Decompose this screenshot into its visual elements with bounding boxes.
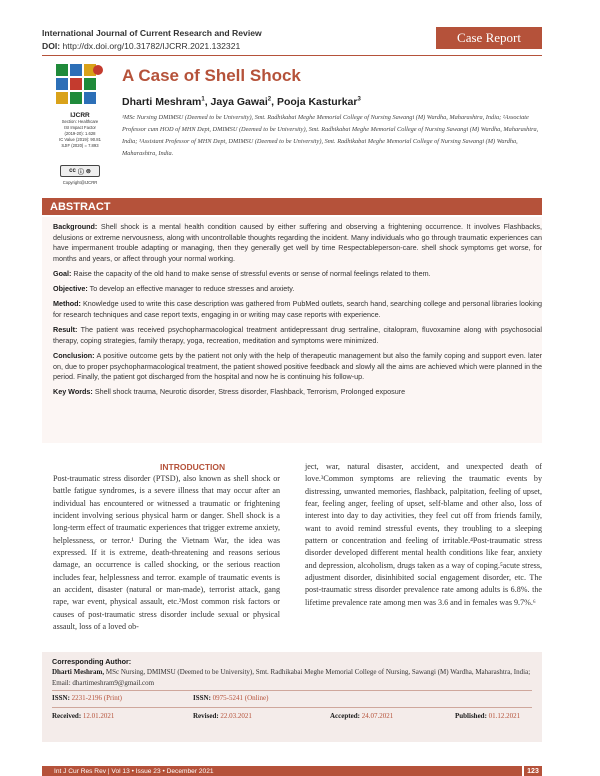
journal-name: International Journal of Current Research and Review <box>42 28 262 38</box>
doi-link[interactable]: http://dx.doi.org/10.31782/IJCRR.2021.132321 <box>62 41 241 51</box>
author-list: Dharti Meshram$^1$, Jaya Gawai$^2$, Pooja Kasturkar$^3$ <box>122 96 361 108</box>
date-published: Published: 01.12.2021 <box>455 712 521 720</box>
author-sup: 2 <box>267 96 272 103</box>
text: Shell shock trauma, Neurotic disorder, Stress disorder, Flashback, Terrorism, Prolonged exposure <box>94 387 406 397</box>
divider <box>52 690 532 691</box>
text: Raise the capacity of the old hand to make sense of stressful events or sense of normal feelings related to them. <box>73 269 431 279</box>
copyright-text: Copyright@IJCRR <box>62 180 98 185</box>
label: Result: <box>53 325 78 335</box>
header-divider <box>42 55 542 56</box>
article-title: A Case of Shell Shock <box>122 66 301 85</box>
issn-online: ISSN: 0975-5241 (Online) <box>193 694 269 702</box>
divider <box>52 707 532 708</box>
logo-ic: IC Value (2019): 90.81 <box>59 137 101 142</box>
author-name: Jaya Gawai <box>210 96 268 108</box>
doi-line <box>42 41 240 51</box>
text: The patient was received psychopharmacological treatment antidepressant drug sertraline, citalopram, fluvoxamine along with psychosocial therapy, coping strategies, family therapy, yoga, recreation, meditation and symptoms were minimized. <box>53 325 542 345</box>
corresponding-heading: Corresponding Author: <box>52 657 132 666</box>
author-sup: 3 <box>357 96 361 103</box>
abstract-background <box>53 222 542 265</box>
label: Key Words: <box>53 387 93 397</box>
logo-isi: ISI Impact Factor <box>64 125 96 130</box>
date-accepted: Accepted: 24.07.2021 <box>330 712 394 720</box>
label: Background: <box>53 222 98 231</box>
nc-icon: ⊜ <box>85 168 91 175</box>
affiliations: ¹MSc Nursing DMIMSU (Deemed to be University), Smt. Radhikabai Meghe Memorial College of Nursing Sawangi (M) Wardha, Maharashtra, India; ²Associate Professor cum HOD of MHN Dept, DMIMSU (Deemed to be University), Smt. Radhikabai Meghe Memorial College of Nursing Sawangi (M) Wardha, Maharashtra, India; ³Assistant Professor of MHN Dept, DMIMSU (Deemed to be University), Smt. Radhikabai Meghe Memorial College of Nursing Sawangi (M) Wardha, Maharashtra, India. <box>122 114 539 157</box>
body-column-right <box>305 461 542 609</box>
intro-paragraph-left: Post-traumatic stress disorder (PTSD), also known as shell shock or battle fatigue syndromes, is a severe illness that may occur after an individual has encountered or witnessed a traumatic or frightening incident involving serious physical harm or danger. Shell shock is a long-term effect of traumatic experiences that trigger extreme anxiety, helplessness, or terror.¹ During the Vietnam War, the idea was expressed. If it is extreme, death-threatening and reasons serious damage, an occurrence is called shocking, or the serious reaction includes fear, helplessness and terror. example of traumatic events is an accident, disaster (natural or man-made), terrorist attack, gang rape, war event, physical assault, etc.²Most common risk factors or causes of post-traumatic stress disorder include sexual or physical assault, loss of a loved ob- <box>53 474 280 632</box>
abstract-body <box>53 222 542 403</box>
label: Goal: <box>53 269 72 279</box>
abstract-method <box>53 299 542 320</box>
abstract-heading: ABSTRACT <box>42 198 542 215</box>
label: Objective: <box>53 284 88 294</box>
logo-sjif: SJIF (2020) = 7.893 <box>61 143 99 148</box>
label: Conclusion: <box>53 350 95 360</box>
author-name: Pooja Kasturkar <box>276 96 358 108</box>
issn-print: ISSN: 2231-2196 (Print) <box>52 694 123 702</box>
text: A positive outcome gets by the patient not only with the help of therapeutic management but also the family coping and support even. later on, due to proper psychopharmacological treatment, the patient showed positive feedback and slowly all the aims are achieved which were planned in the period. Finally, the patient got discharged from the hospital and now he is continuing his follow-up. <box>53 350 542 382</box>
author-name: Dharti Meshram <box>122 96 202 108</box>
case-report-tag: Case Report <box>436 27 542 49</box>
abstract-conclusion <box>53 351 542 383</box>
text: Knowledge used to write this case description was gathered from PubMed outlets, search hand, searching college and personal libraries looking for research techniques and case report texts, engaging in or writing may case reports with experience. <box>53 299 542 320</box>
doi-label: DOI: <box>42 41 61 51</box>
label: Method: <box>53 299 81 309</box>
page-number: 123 <box>524 766 542 776</box>
cc-license-badge[interactable] <box>60 165 100 177</box>
footer-citation: Int J Cur Res Rev | Vol 13 • Issue 23 • December 2021 <box>42 766 522 776</box>
abstract-keywords <box>53 387 542 398</box>
logo-info <box>44 113 116 149</box>
intro-paragraph-right: ject, war, natural disaster, accident, and unexpected death of love.³Common symptoms are relieving the traumatic events by distressing, unwanted memories, flashback, palpitation, feeling of upset, fear, feeling anger, feeling of upset, self-blame and other also, loss of interest into day to day activities, they feel cut off from friends family, want to avoid remind stressful events, they troubling to a sleeping pattern or concentration and feeling of irritable.⁴Post-traumatic stress disorder developed different mental health conditions like fear, anxiety and depression, alcoholism, drugs taken as a way of coping.⁵acute stress, adjustment disorder, disinhibited social engagement disorder, etc. The post-traumatic stress disorder prevalence rate among adults is 6.8%. the lifetime prevalence rate among men was 3.6 and in females was 9.7%.⁶ <box>305 462 542 607</box>
logo-isi-years: (2019-20): 1.628 <box>64 131 96 136</box>
by-icon: ⓘ <box>77 169 84 176</box>
abstract-objective <box>53 284 542 295</box>
abstract-result <box>53 325 542 346</box>
corresponding-details <box>52 667 532 689</box>
date-received: Received: 12.01.2021 <box>52 712 115 720</box>
logo-section: Section: Healthcare <box>61 119 99 124</box>
corresponding-name: Dharti Meshram, <box>52 668 105 676</box>
logo-name: IJCRR <box>70 112 90 119</box>
abstract-goal <box>53 269 542 280</box>
cc-icon: cc <box>69 168 76 174</box>
author-sup: 1 <box>201 96 205 103</box>
ijcrr-logo-icon <box>54 60 106 112</box>
introduction-heading: INTRODUCTION <box>160 462 226 472</box>
text: Shell shock is a mental health condition caused by either suffering and observing a frightening occurrence. It involves Flashbacks, delusions or extreme nervousness, along with uncontrollable thoughts regarding the incident. Many individuals who go through traumatic experiences can have impermanent trouble adapting or managing, then they generally get well by time Respectableperson-care. shell shock symptoms get worse, for months and years, or affect through your normal working. <box>53 222 542 264</box>
text: To develop an effective manager to reduce stresses and anxiety. <box>89 284 295 294</box>
date-revised: Revised: 22.03.2021 <box>193 712 252 720</box>
body-column-left <box>53 473 280 633</box>
corresponding-address: MSc Nursing, DMIMSU (Deemed to be University), Smt. Radhikabai Meghe Memorial College of Nursing, Sawangi (M) Wardha, Maharashtra, India; Email: dhartimeshram9@gmail.com <box>52 668 531 687</box>
